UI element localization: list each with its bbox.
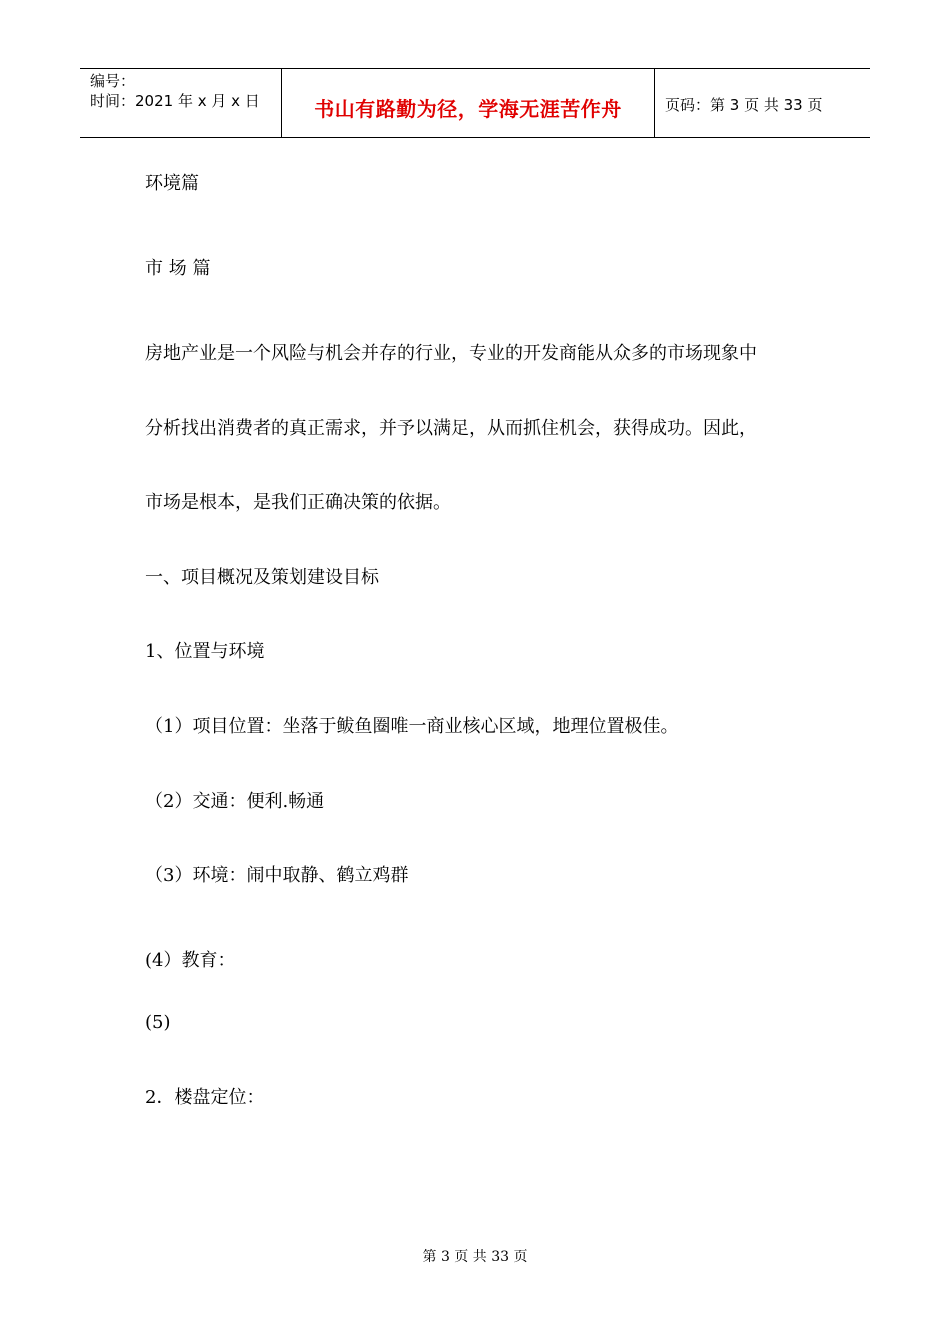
paragraph-line: 房地产业是一个风险与机会并存的行业，专业的开发商能从众多的市场现象中 bbox=[145, 343, 757, 364]
header-motto-cell bbox=[281, 69, 655, 137]
list-item: （3）环境：闹中取静、鹤立鸡群 bbox=[145, 865, 409, 886]
list-item: （1）项目位置：坐落于鲅鱼圈唯一商业核心区域，地理位置极佳。 bbox=[145, 716, 679, 737]
document-date-label: 时间：2021 年 x 月 x 日 bbox=[90, 92, 260, 110]
paragraph-line: 市场是根本，是我们正确决策的依据。 bbox=[145, 492, 451, 513]
document-number-label: 编号： bbox=[90, 72, 136, 90]
list-item: （2）交通：便利.畅通 bbox=[145, 791, 325, 812]
list-item: (4）教育： bbox=[145, 950, 236, 971]
heading-location-environment: 1、位置与环境 bbox=[145, 641, 265, 662]
section-title-market: 市 场 篇 bbox=[145, 258, 211, 279]
page-footer-number: 第 3 页 共 33 页 bbox=[422, 1249, 528, 1265]
header-info-cell bbox=[80, 69, 280, 137]
header-page-number: 页码：第 3 页 共 33 页 bbox=[665, 96, 823, 114]
section-title-environment: 环境篇 bbox=[145, 173, 199, 194]
header-page-cell bbox=[654, 69, 870, 137]
page-header bbox=[80, 68, 870, 138]
heading-property-positioning: 2．楼盘定位： bbox=[145, 1087, 265, 1108]
paragraph-line: 分析找出消费者的真正需求，并予以满足，从而抓住机会，获得成功。因此， bbox=[145, 418, 757, 439]
header-motto: 书山有路勤为径，学海无涯苦作舟 bbox=[314, 97, 622, 121]
heading-project-overview: 一、项目概况及策划建设目标 bbox=[145, 567, 379, 588]
list-item: (5) bbox=[145, 1012, 171, 1033]
